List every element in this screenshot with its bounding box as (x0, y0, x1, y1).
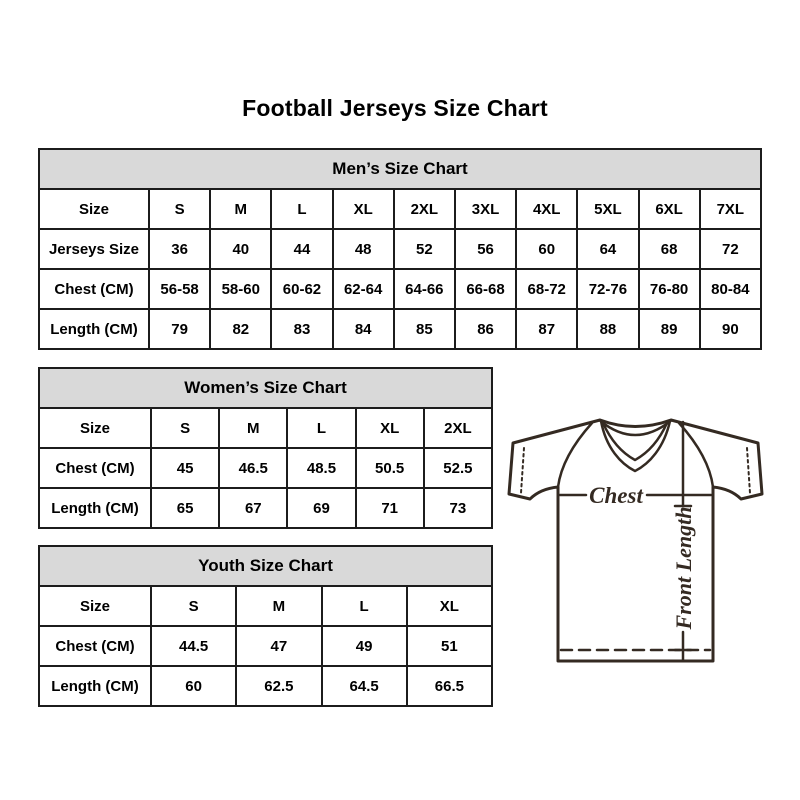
front-length-label: Front Length (671, 506, 696, 630)
jersey-outline-shape (509, 420, 762, 661)
page-title: Football Jerseys Size Chart (242, 95, 548, 121)
cell-value: 44 (271, 229, 332, 269)
youth-size-table (38, 545, 493, 707)
row-label: Size (39, 408, 151, 448)
cell-value: 52.5 (424, 448, 492, 488)
cell-value: 4XL (516, 189, 577, 229)
table-row (39, 626, 492, 666)
cell-value: 51 (407, 626, 492, 666)
cell-value: 68-72 (516, 269, 577, 309)
cell-value: 71 (356, 488, 424, 528)
table-row (39, 229, 761, 269)
row-label: Length (CM) (39, 309, 149, 349)
row-label: Chest (CM) (39, 626, 151, 666)
cell-value: 72 (700, 229, 761, 269)
cell-value: 50.5 (356, 448, 424, 488)
cell-value: 67 (219, 488, 287, 528)
cell-value: 52 (394, 229, 455, 269)
row-label: Size (39, 586, 151, 626)
cell-value: 48.5 (287, 448, 355, 488)
table-title: Men’s Size Chart (39, 149, 761, 189)
cell-value: 3XL (455, 189, 516, 229)
cell-value: 84 (333, 309, 394, 349)
cell-value: 46.5 (219, 448, 287, 488)
cell-value: 45 (151, 448, 219, 488)
cell-value: 62.5 (236, 666, 321, 706)
cell-value: 76-80 (639, 269, 700, 309)
table-row (39, 309, 761, 349)
cell-value: 64.5 (322, 666, 407, 706)
cell-value: 5XL (577, 189, 638, 229)
row-label: Length (CM) (39, 488, 151, 528)
table-title: Women’s Size Chart (39, 368, 492, 408)
cell-value: 85 (394, 309, 455, 349)
chest-label: Chest (589, 483, 643, 508)
table-row (39, 666, 492, 706)
cell-value: L (322, 586, 407, 626)
cell-value: 56-58 (149, 269, 210, 309)
cell-value: 64-66 (394, 269, 455, 309)
cell-value: 90 (700, 309, 761, 349)
cell-value: 82 (210, 309, 271, 349)
cell-value: 44.5 (151, 626, 236, 666)
cell-value: 58-60 (210, 269, 271, 309)
table-row (39, 408, 492, 448)
row-label: Jerseys Size (39, 229, 149, 269)
table-row (39, 269, 761, 309)
cell-value: L (287, 408, 355, 448)
cell-value: 62-64 (333, 269, 394, 309)
cell-value: 2XL (394, 189, 455, 229)
cell-value: M (236, 586, 321, 626)
cell-value: 72-76 (577, 269, 638, 309)
table-title: Youth Size Chart (39, 546, 492, 586)
cell-value: S (151, 586, 236, 626)
cell-value: 56 (455, 229, 516, 269)
cell-value: 69 (287, 488, 355, 528)
cell-value: 60 (516, 229, 577, 269)
row-label: Size (39, 189, 149, 229)
cell-value: 60-62 (271, 269, 332, 309)
row-label: Length (CM) (39, 666, 151, 706)
cell-value: 80-84 (700, 269, 761, 309)
cell-value: 86 (455, 309, 516, 349)
cell-value: 65 (151, 488, 219, 528)
row-label: Chest (CM) (39, 448, 151, 488)
cell-value: XL (407, 586, 492, 626)
cell-value: 88 (577, 309, 638, 349)
mens-size-table (38, 148, 762, 350)
cell-value: L (271, 189, 332, 229)
cell-value: 83 (271, 309, 332, 349)
cell-value: M (219, 408, 287, 448)
cell-value: 66.5 (407, 666, 492, 706)
cell-value: 6XL (639, 189, 700, 229)
cell-value: M (210, 189, 271, 229)
cell-value: 47 (236, 626, 321, 666)
cell-value: XL (356, 408, 424, 448)
cell-value: S (151, 408, 219, 448)
cell-value: 66-68 (455, 269, 516, 309)
cell-value: S (149, 189, 210, 229)
table-row (39, 586, 492, 626)
table-row (39, 189, 761, 229)
cell-value: 73 (424, 488, 492, 528)
cell-value: 87 (516, 309, 577, 349)
cell-value: 48 (333, 229, 394, 269)
womens-size-table (38, 367, 493, 529)
cell-value: 36 (149, 229, 210, 269)
cell-value: 64 (577, 229, 638, 269)
cell-value: 7XL (700, 189, 761, 229)
cell-value: 89 (639, 309, 700, 349)
cell-value: 40 (210, 229, 271, 269)
table-row (39, 448, 492, 488)
table-row (39, 488, 492, 528)
cell-value: 49 (322, 626, 407, 666)
jersey-measurement-diagram (488, 398, 778, 688)
jersey-icon (488, 398, 778, 688)
cell-value: 2XL (424, 408, 492, 448)
cell-value: XL (333, 189, 394, 229)
cell-value: 60 (151, 666, 236, 706)
cell-value: 68 (639, 229, 700, 269)
cell-value: 79 (149, 309, 210, 349)
row-label: Chest (CM) (39, 269, 149, 309)
